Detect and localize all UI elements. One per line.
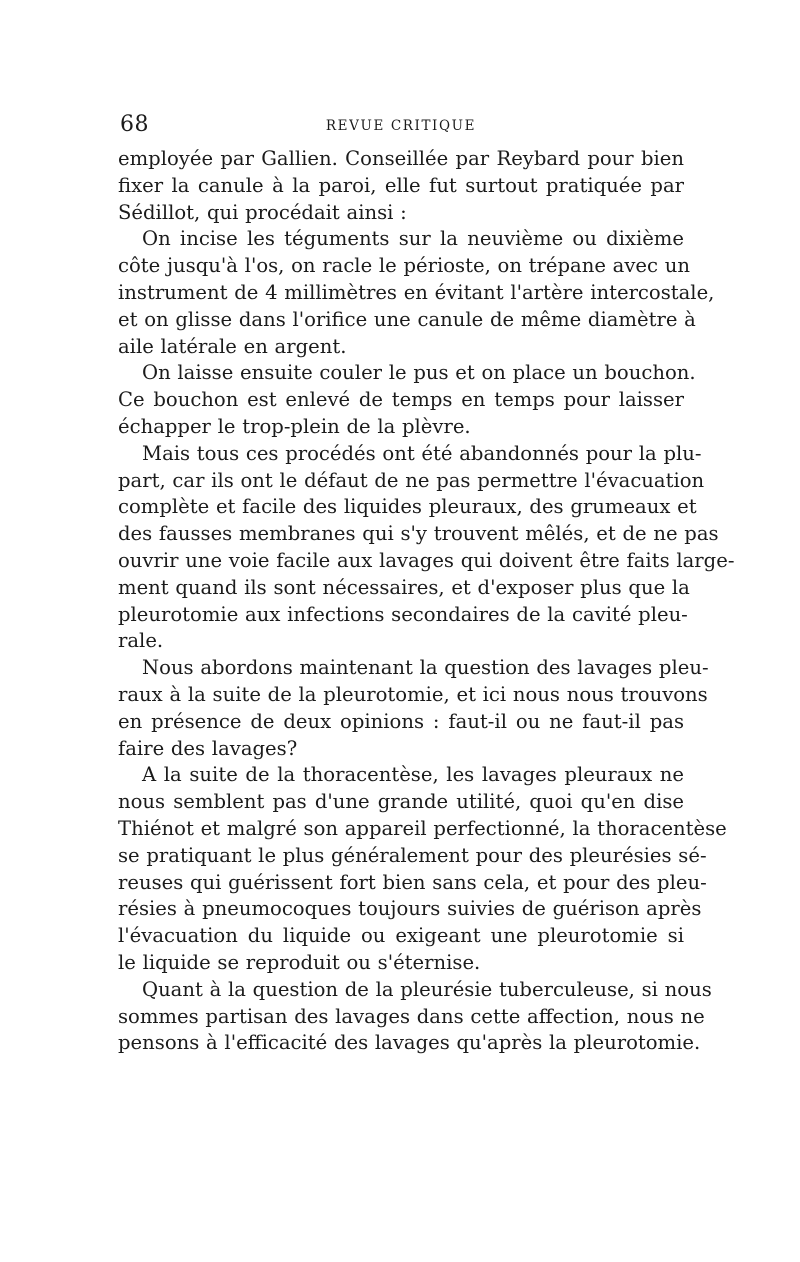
text-line: raux à la suite de la pleurotomie, et ici nous nous trouvons bbox=[118, 682, 708, 706]
paragraph bbox=[118, 441, 735, 655]
paragraph bbox=[118, 977, 712, 1057]
text-line: résies à pneumocoques toujours suivies de guérison après bbox=[118, 897, 702, 921]
text-line: et on glisse dans l'orifice une canule de même diamètre à bbox=[118, 307, 696, 331]
paragraph bbox=[118, 762, 727, 976]
text-line: se pratiquant le plus généralement pour des pleurésies sé- bbox=[118, 843, 707, 867]
text-line: le liquide se reproduit ou s'éternise. bbox=[118, 950, 481, 974]
book-page bbox=[118, 112, 735, 1057]
text-line: en présence de deux opinions : faut-il ou ne faut-il pas bbox=[118, 709, 684, 733]
text-line: On incise les téguments sur la neuvième ou dixième bbox=[142, 227, 684, 251]
text-line: rale. bbox=[118, 629, 164, 653]
text-line: l'évacuation du liquide ou exigeant une pleurotomie si bbox=[118, 924, 684, 948]
text-line: échapper le trop-plein de la plèvre. bbox=[118, 414, 471, 438]
text-line: part, car ils ont le défaut de ne pas permettre l'évacuation bbox=[118, 468, 705, 492]
page-number: 68 bbox=[120, 112, 149, 137]
text-line: instrument de 4 millimètres en évitant l'artère intercostale, bbox=[118, 280, 715, 304]
text-line: côte jusqu'à l'os, on racle le périoste, on trépane avec un bbox=[118, 254, 690, 278]
text-line: employée par Gallien. Conseillée par Reybard pour bien bbox=[118, 147, 684, 170]
text-line: On laisse ensuite couler le pus et on place un bouchon. bbox=[142, 361, 696, 385]
paragraph bbox=[118, 360, 696, 440]
text-line: A la suite de la thoracentèse, les lavages pleuraux ne bbox=[142, 763, 684, 787]
text-line: Quant à la question de la pleurésie tuberculeuse, si nous bbox=[142, 977, 712, 1001]
running-head bbox=[118, 112, 684, 146]
text-line: reuses qui guérissent fort bien sans cela, et pour des pleu- bbox=[118, 870, 707, 894]
text-line: ouvrir une voie facile aux lavages qui doivent être faits large- bbox=[118, 548, 735, 572]
text-line: faire des lavages? bbox=[118, 736, 298, 760]
text-line: Thiénot et malgré son appareil perfectionné, la thoracentèse bbox=[118, 816, 727, 840]
text-line: Nous abordons maintenant la question des lavages pleu- bbox=[142, 656, 709, 680]
paragraph bbox=[118, 226, 715, 360]
text-line: Ce bouchon est enlevé de temps en temps pour laisser bbox=[118, 388, 684, 412]
body-text bbox=[118, 146, 735, 1057]
paragraph bbox=[118, 655, 709, 762]
text-line: nous semblent pas d'une grande utilité, quoi qu'en dise bbox=[118, 790, 684, 814]
text-line: complète et facile des liquides pleuraux, des grumeaux et bbox=[118, 495, 697, 519]
text-line: des fausses membranes qui s'y trouvent mêlés, et de ne pas bbox=[118, 522, 719, 546]
text-line: pensons à l'efficacité des lavages qu'après la pleurotomie. bbox=[118, 1031, 701, 1055]
text-line: Sédillot, qui procédait ainsi : bbox=[118, 200, 407, 224]
text-line: fixer la canule à la paroi, elle fut surtout pratiquée par bbox=[118, 173, 684, 197]
text-line: ment quand ils sont nécessaires, et d'exposer plus que la bbox=[118, 575, 690, 599]
text-line: aile latérale en argent. bbox=[118, 334, 347, 358]
running-title: REVUE CRITIQUE bbox=[325, 118, 477, 134]
text-line: sommes partisan des lavages dans cette affection, nous ne bbox=[118, 1004, 705, 1028]
text-line: pleurotomie aux infections secondaires de la cavité pleu- bbox=[118, 602, 688, 626]
paragraph bbox=[118, 146, 684, 226]
text-line: Mais tous ces procédés ont été abandonnés pour la plu- bbox=[142, 441, 702, 465]
